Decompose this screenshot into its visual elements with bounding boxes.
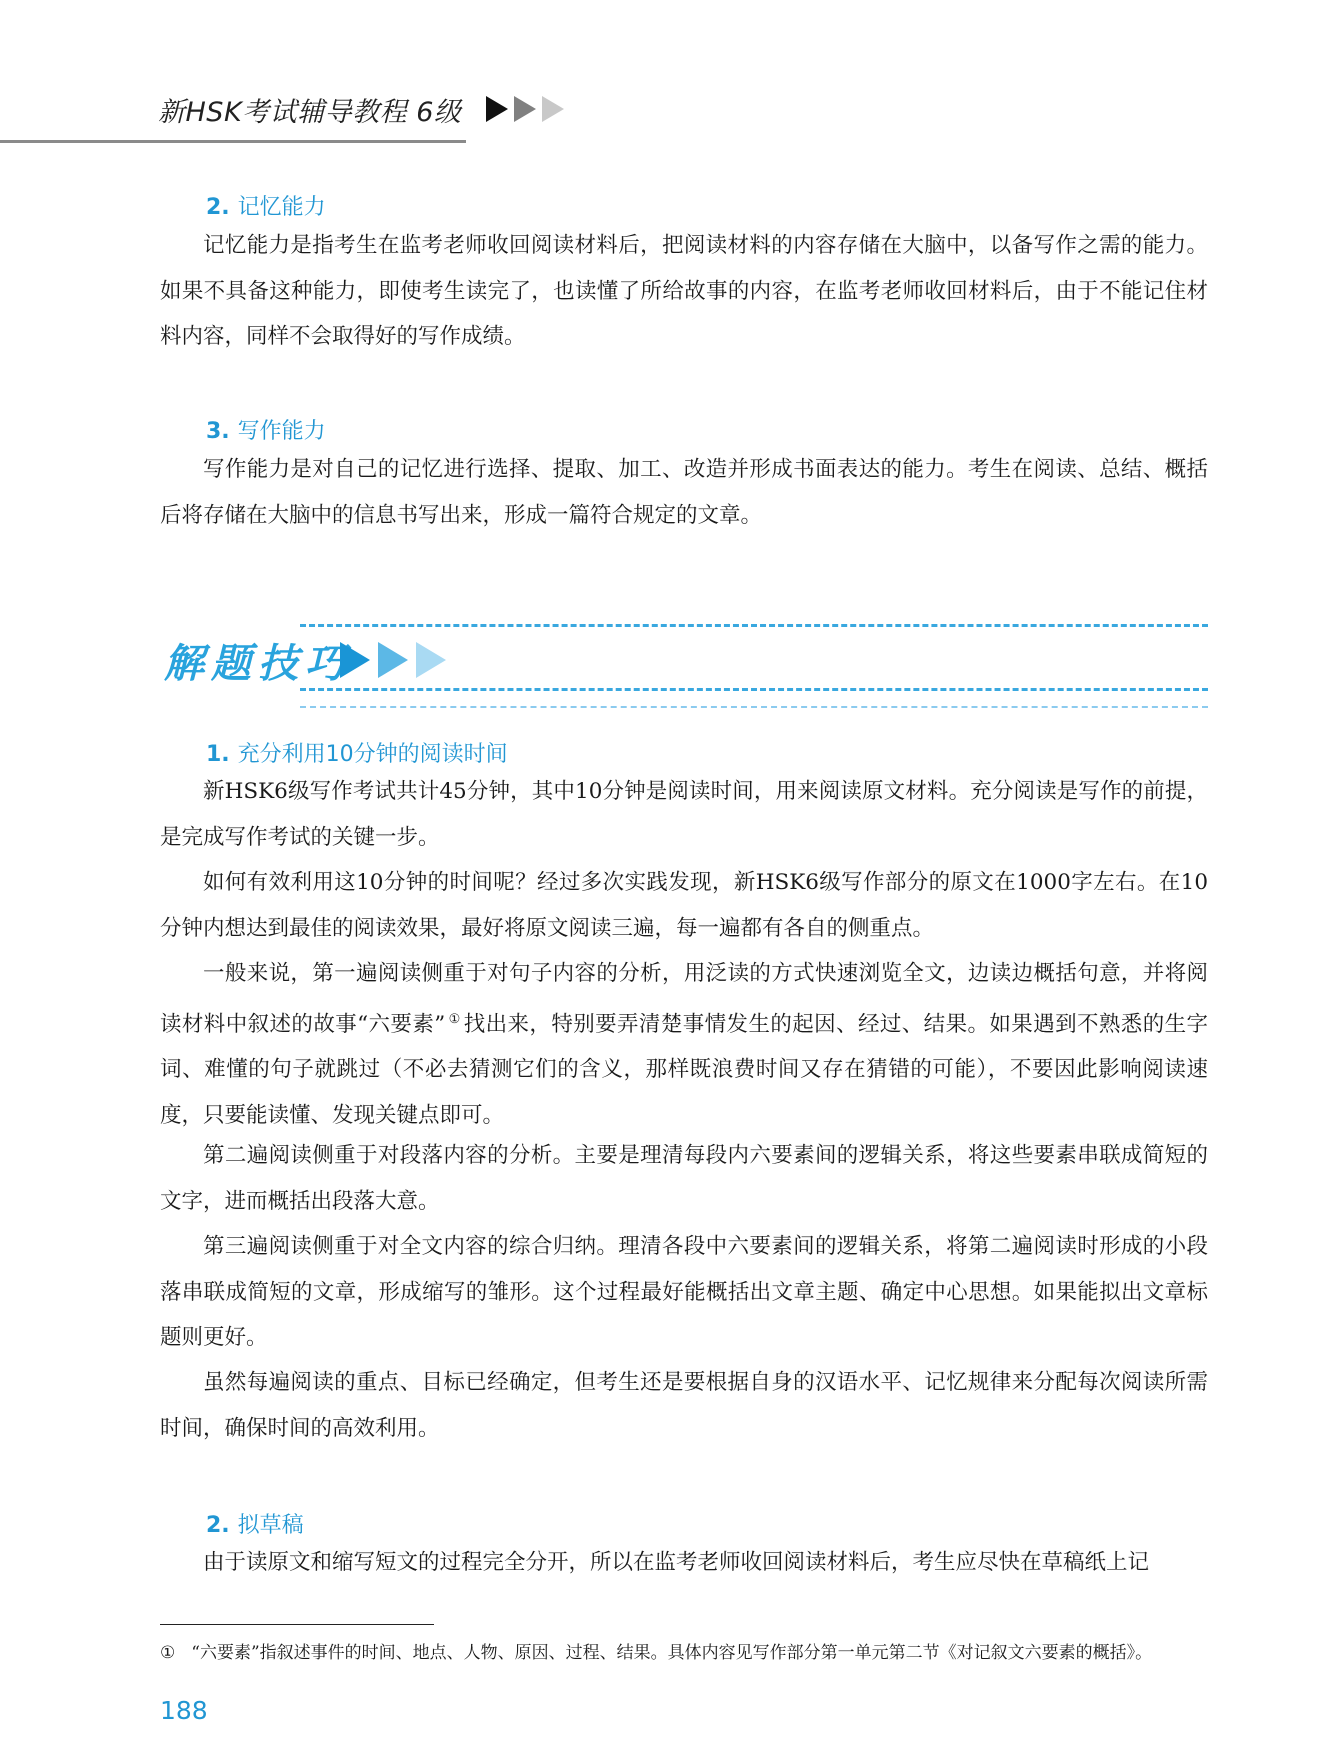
subheading-draft — [206, 1508, 304, 1539]
arrow-right-icon — [514, 96, 536, 122]
arrow-right-icon — [340, 642, 370, 678]
banner-arrow-icons — [340, 642, 454, 678]
paragraph-tip2-1: 由于读原文和缩写短文的过程完全分开，所以在监考老师收回阅读材料后，考生应尽快在草稿纸上记 — [203, 1550, 1150, 1575]
running-header — [0, 0, 1322, 150]
subheading-number: 1. — [206, 742, 230, 767]
subheading-label: 充分利用10分钟的阅读时间 — [237, 742, 508, 767]
subheading-reading-time — [206, 737, 508, 768]
book-title: 新HSK考试辅导教程 6级 — [158, 97, 462, 128]
footnote — [160, 1640, 1220, 1666]
header-divider — [0, 140, 466, 143]
paragraph-memory: 记忆能力是指考生在监考老师收回阅读材料后，把阅读材料的内容存储在大脑中，以备写作之需的能力。如果不具备这种能力，即使考生读完了，也读懂了所给故事的内容，在监考老师收回材料后，由于不能记住材料内容，同样不会取得好的写作成绩。 — [160, 233, 1208, 349]
footnote-divider — [160, 1624, 434, 1625]
arrow-right-icon — [542, 96, 564, 122]
header-arrow-icons — [486, 96, 570, 122]
subheading-number: 3. — [206, 419, 230, 444]
paragraph-tip1-5: 第三遍阅读侧重于对全文内容的综合归纳。理清各段中六要素间的逻辑关系，将第二遍阅读时形成的小段落串联成简短的文章，形成缩写的雏形。这个过程最好能概括出文章主题、确定中心思想。如果能拟出文章标题则更好。 — [160, 1234, 1208, 1350]
subheading-label: 记忆能力 — [237, 195, 326, 220]
banner-dashed-line-top — [300, 624, 1208, 627]
footnote-reference[interactable]: ① — [448, 1011, 461, 1027]
paragraph-text: 找出来，特别要弄清楚事情发生的起因、经过、结果。如果遇到不熟悉的生字词、难懂的句子就跳过（不必去猜测它们的含义，那样既浪费时间又存在猜错的可能），不要因此影响阅读速度，只要能读懂、发现关键点即可。 — [160, 1011, 1209, 1128]
arrow-right-icon — [416, 642, 446, 678]
subheading-memory — [206, 190, 326, 221]
paragraph-tip1-6: 虽然每遍阅读的重点、目标已经确定，但考生还是要根据自身的汉语水平、记忆规律来分配每次阅读所需时间，确保时间的高效利用。 — [160, 1370, 1208, 1441]
paragraph-tip1-3 — [160, 951, 1208, 1138]
banner-dashed-line-middle — [300, 688, 1208, 691]
paragraph-writing: 写作能力是对自己的记忆进行选择、提取、加工、改造并形成书面表达的能力。考生在阅读、总结、概括后将存储在大脑中的信息书写出来，形成一篇符合规定的文章。 — [160, 457, 1208, 528]
subheading-label: 拟草稿 — [237, 1513, 304, 1538]
paragraph-tip1-1: 新HSK6级写作考试共计45分钟，其中10分钟是阅读时间，用来阅读原文材料。充分阅读是写作的前提，是完成写作考试的关键一步。 — [160, 779, 1208, 850]
paragraph-tip1-4: 第二遍阅读侧重于对段落内容的分析。主要是理清每段内六要素间的逻辑关系，将这些要素串联成简短的文字，进而概括出段落大意。 — [160, 1143, 1208, 1214]
subheading-writing — [206, 414, 326, 445]
paragraph-text: 一般来说，第一遍阅读侧重于对句子内容的分析，用泛读的方式快速浏览全文，边读边概括句意，并将阅读材料中叙述的故事“六要素” — [160, 961, 1208, 1037]
arrow-right-icon — [486, 96, 508, 122]
subheading-number: 2. — [206, 195, 230, 220]
arrow-right-icon — [378, 642, 408, 678]
footnote-mark: ① — [160, 1643, 176, 1663]
page-number: 188 — [160, 1696, 208, 1725]
subheading-label: 写作能力 — [237, 419, 326, 444]
paragraph-tip1-2: 如何有效利用这10分钟的时间呢？经过多次实践发现，新HSK6级写作部分的原文在1000字左右。在10分钟内想达到最佳的阅读效果，最好将原文阅读三遍，每一遍都有各自的侧重点。 — [160, 870, 1208, 941]
footnote-text: “六要素”指叙述事件的时间、地点、人物、原因、过程、结果。具体内容见写作部分第一单元第二节《对记叙文六要素的概括》。 — [191, 1643, 1153, 1663]
section-title: 解题技巧 — [164, 641, 352, 687]
banner-dashed-line-bottom — [300, 706, 1208, 708]
subheading-number: 2. — [206, 1513, 230, 1538]
